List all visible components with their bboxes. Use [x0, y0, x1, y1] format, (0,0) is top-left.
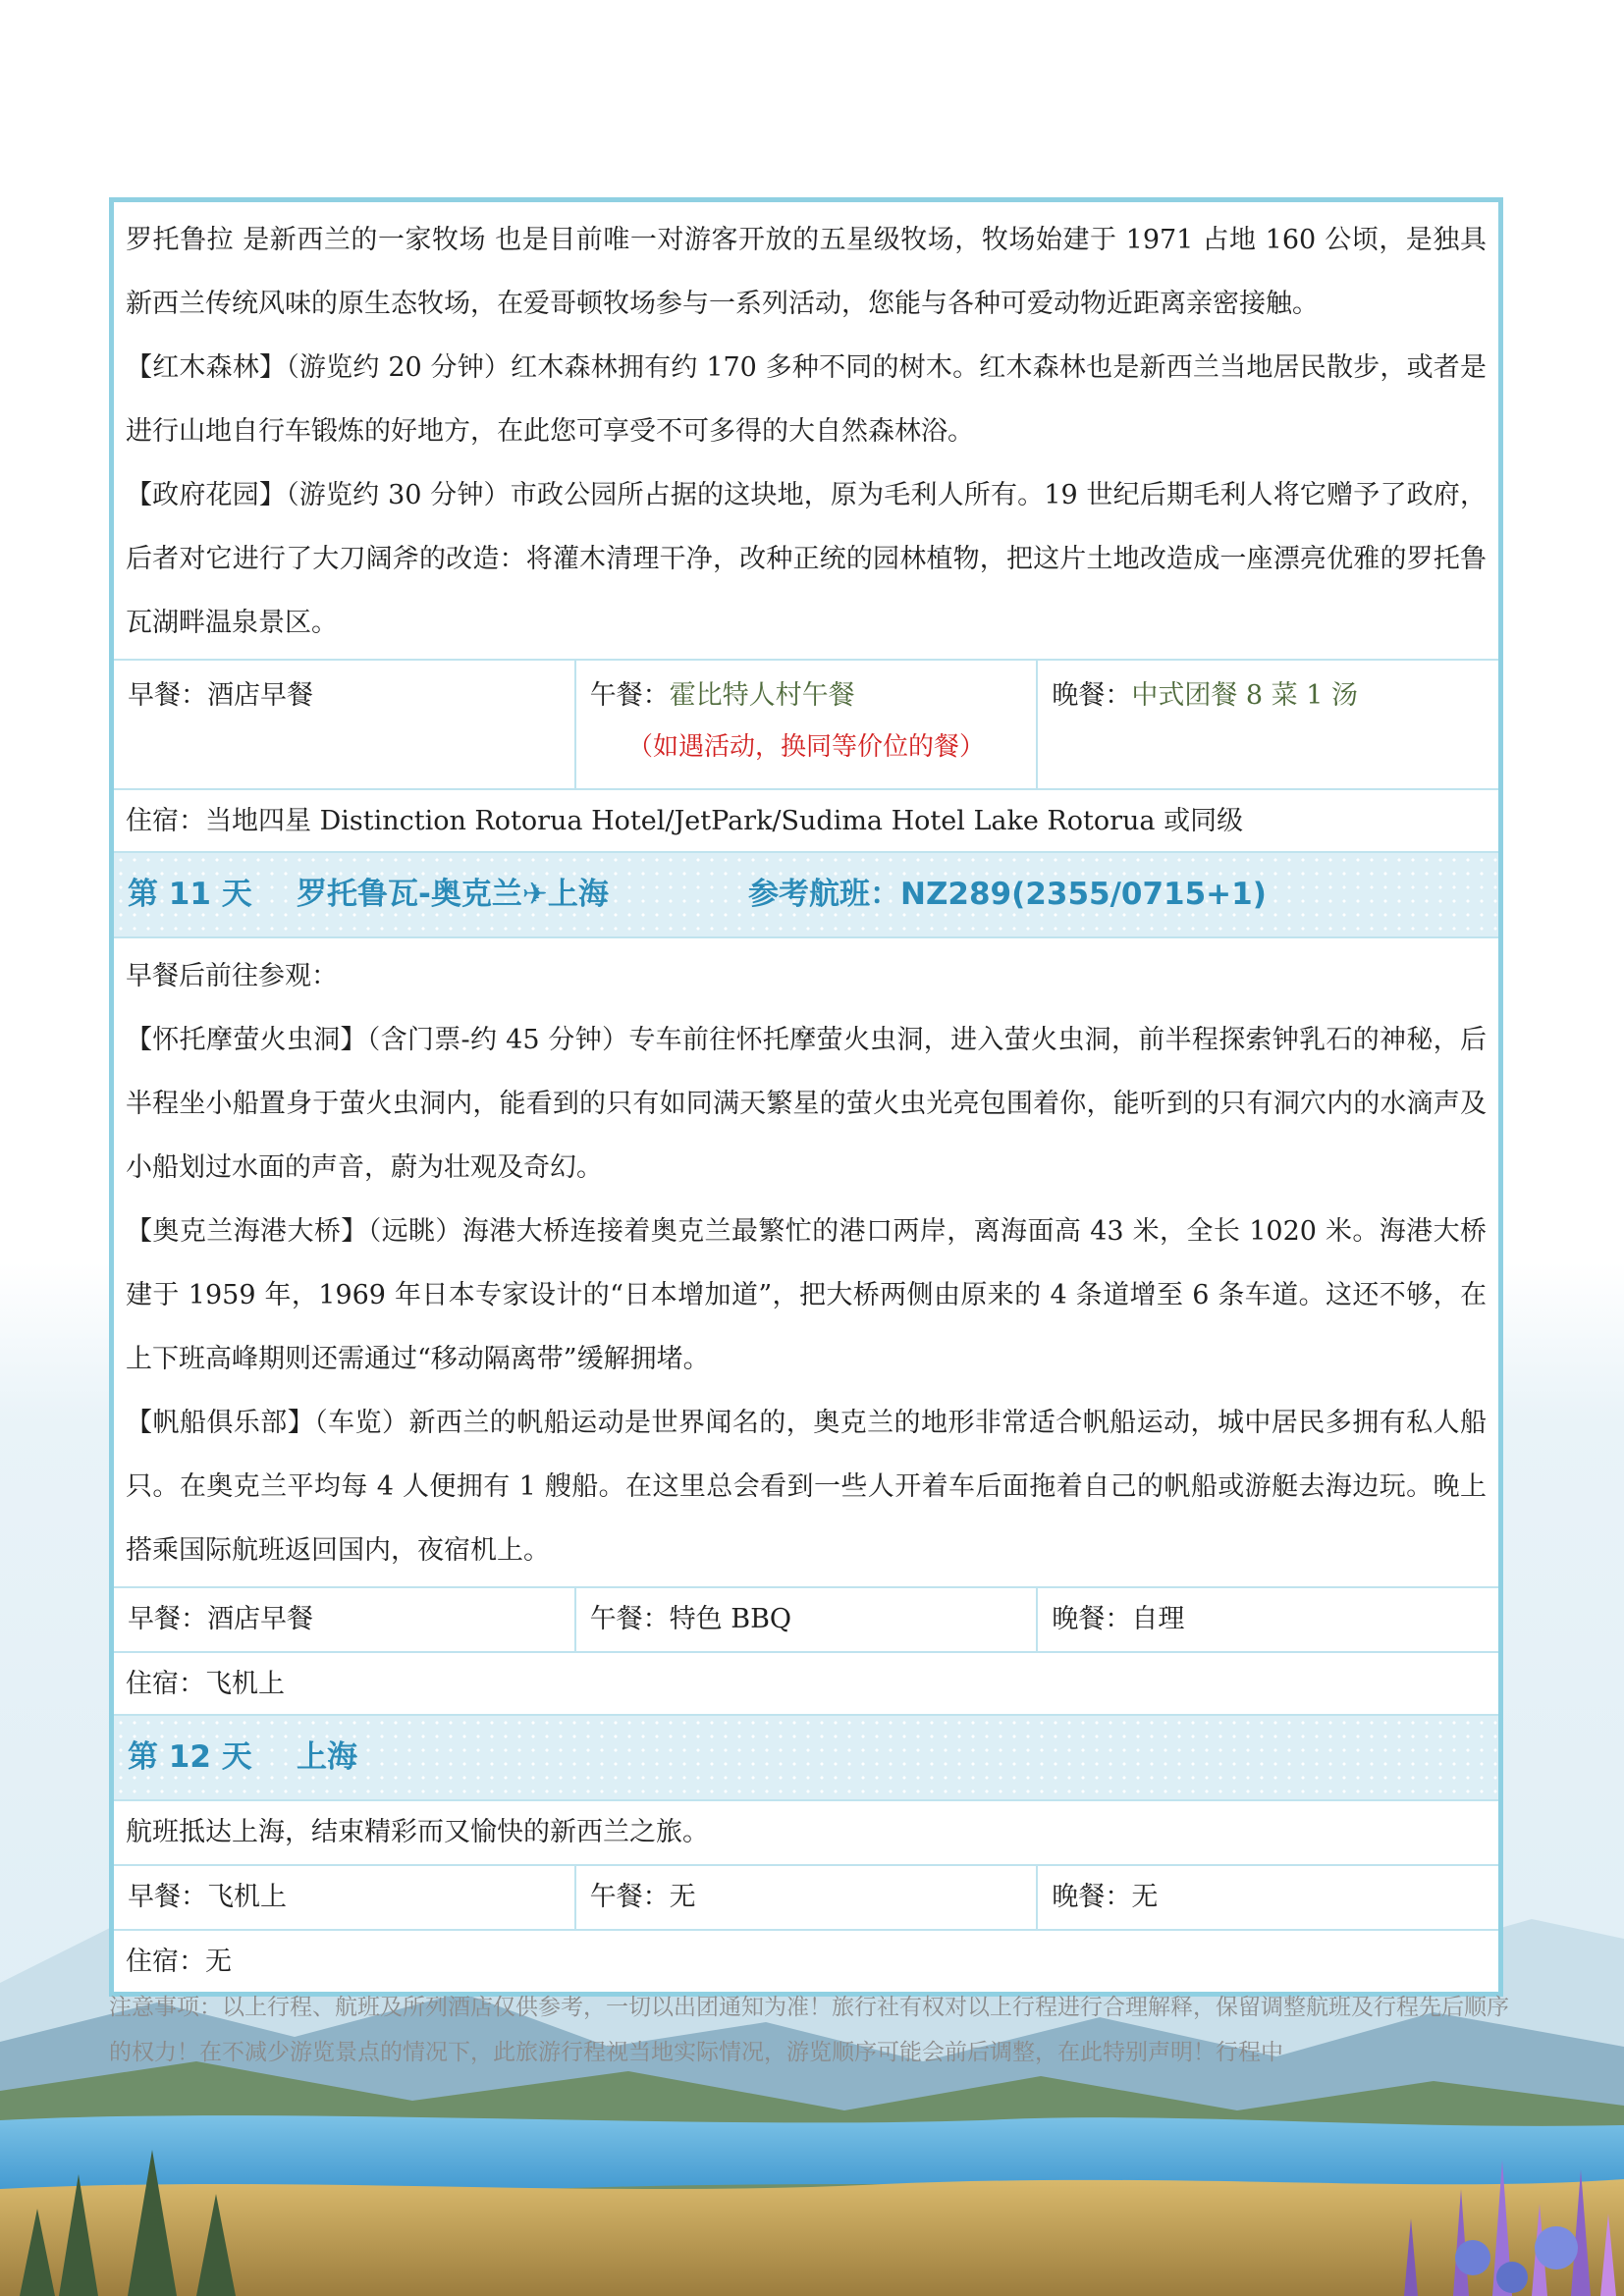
breakfast-value: 酒店早餐: [207, 680, 313, 711]
lunch-label: 午餐：: [589, 680, 670, 711]
day11-flight: 参考航班：NZ289(2355/0715+1): [748, 877, 1267, 912]
day12-meals: [114, 1864, 1498, 1929]
day10-paragraph: 【政府花园】（游览约 30 分钟）市政公园所占据的这块地，原为毛利人所有。19 世纪后期毛利人将它赠予了政府，后者对它进行了大刀阔斧的改造：将灌木清理干净，改种正统的园林植物，把这片土地改造成一座漂亮优雅的罗托鲁瓦湖畔温泉景区。: [126, 480, 1487, 638]
day12-route: 上海: [297, 1739, 357, 1775]
day11-heading: [114, 851, 1498, 938]
breakfast-label: 早餐：: [128, 680, 207, 711]
day11-lodging: 住宿：飞机上: [114, 1651, 1498, 1714]
day10-lunch: [574, 661, 1037, 788]
day10-paragraph: 【红木森林】（游览约 20 分钟）红木森林拥有约 170 多种不同的树木。红木森林也是新西兰当地居民散步，或者是进行山地自行车锻炼的好地方，在此您可享受不可多得的大自然森林浴。: [126, 352, 1487, 447]
day11-paragraph: 早餐后前往参观：: [126, 961, 338, 991]
day11-route: 罗托鲁瓦-奥克兰✈上海: [297, 877, 609, 912]
day12-dinner: 晚餐：无: [1036, 1866, 1498, 1929]
lunch-value: 霍比特人村午餐: [669, 680, 855, 711]
day12-lunch: 午餐：无: [574, 1866, 1037, 1929]
dinner-value: 中式团餐 8 菜 1 汤: [1131, 680, 1359, 711]
meadow: [0, 2179, 1624, 2296]
day11-breakfast: 早餐：酒店早餐: [128, 1604, 313, 1634]
day12-number: 第 12 天: [128, 1739, 252, 1775]
dinner-label: 晚餐：: [1052, 680, 1132, 711]
notice-text: 注意事项：以上行程、航班及所列酒店仅供参考，一切以出团通知为准！旅行社有权对以上行程进行合理解释，保留调整航班及行程先后顺序的权力！在不减少游览景点的情况下，此旅游行程视当地实际情况，游览顺序可能会前后调整，在此特别声明！行程中: [109, 1995, 1509, 2065]
day10-paragraph: 罗托鲁拉 是新西兰的一家牧场 也是目前唯一对游客开放的五星级牧场，牧场始建于 1971 占地 160 公顷，是独具新西兰传统风味的原生态牧场，在爱哥顿牧场参与一系列活动，您能与各种可爱动物近距离亲密接触。: [126, 225, 1487, 319]
day12-heading: [114, 1714, 1498, 1801]
day11-number: 第 11 天: [128, 877, 252, 912]
day10-lodging: 住宿：当地四星 Distinction Rotorua Hotel/JetPark/Sudima Hotel Lake Rotorua 或同级: [114, 788, 1498, 851]
day11-paragraph: 【帆船俱乐部】（车览）新西兰的帆船运动是世界闻名的，奥克兰的地形非常适合帆船运动，城中居民多拥有私人船只。在奥克兰平均每 4 人便拥有 1 艘船。在这里总会看到一些人开着车后面拖着自己的帆船或游艇去海边玩。晚上搭乘国际航班返回国内，夜宿机上。: [126, 1408, 1487, 1566]
day11-lunch: 午餐：特色 BBQ: [574, 1588, 1037, 1651]
day11-description: [114, 938, 1498, 1586]
day11-paragraph: 【怀托摩萤火虫洞】（含门票-约 45 分钟）专车前往怀托摩萤火虫洞，进入萤火虫洞，前半程探索钟乳石的神秘，后半程坐小船置身于萤火虫洞内，能看到的只有如同满天繁星的萤火虫光亮包围着你，能听到的只有洞穴内的水滴声及小船划过水面的声音，蔚为壮观及奇幻。: [126, 1025, 1487, 1183]
day11-meals: [114, 1586, 1498, 1651]
day11-paragraph: 【奥克兰海港大桥】（远眺）海港大桥连接着奥克兰最繁忙的港口两岸，离海面高 43 米，全长 1020 米。海港大桥建于 1959 年，1969 年日本专家设计的“日本增加道”，把大桥两侧由原来的 4 条道增至 6 条车道。这还不够，在上下班高峰期则还需通过“移动隔离带”缓解拥堵。: [126, 1216, 1487, 1374]
day10-meals: [114, 659, 1498, 788]
lunch-note: （如遇活动，换同等价位的餐）: [627, 732, 986, 762]
day11-dinner: 晚餐：自理: [1036, 1588, 1498, 1651]
day12-breakfast: 早餐：飞机上: [128, 1882, 287, 1912]
day10-dinner: [1036, 661, 1498, 788]
day10-breakfast: [114, 661, 574, 788]
itinerary-table: [109, 197, 1503, 1997]
day10-description: [114, 202, 1498, 659]
day12-summary: 航班抵达上海，结束精彩而又愉快的新西兰之旅。: [126, 1817, 709, 1847]
day12-lodging: 住宿：无: [114, 1929, 1498, 1992]
